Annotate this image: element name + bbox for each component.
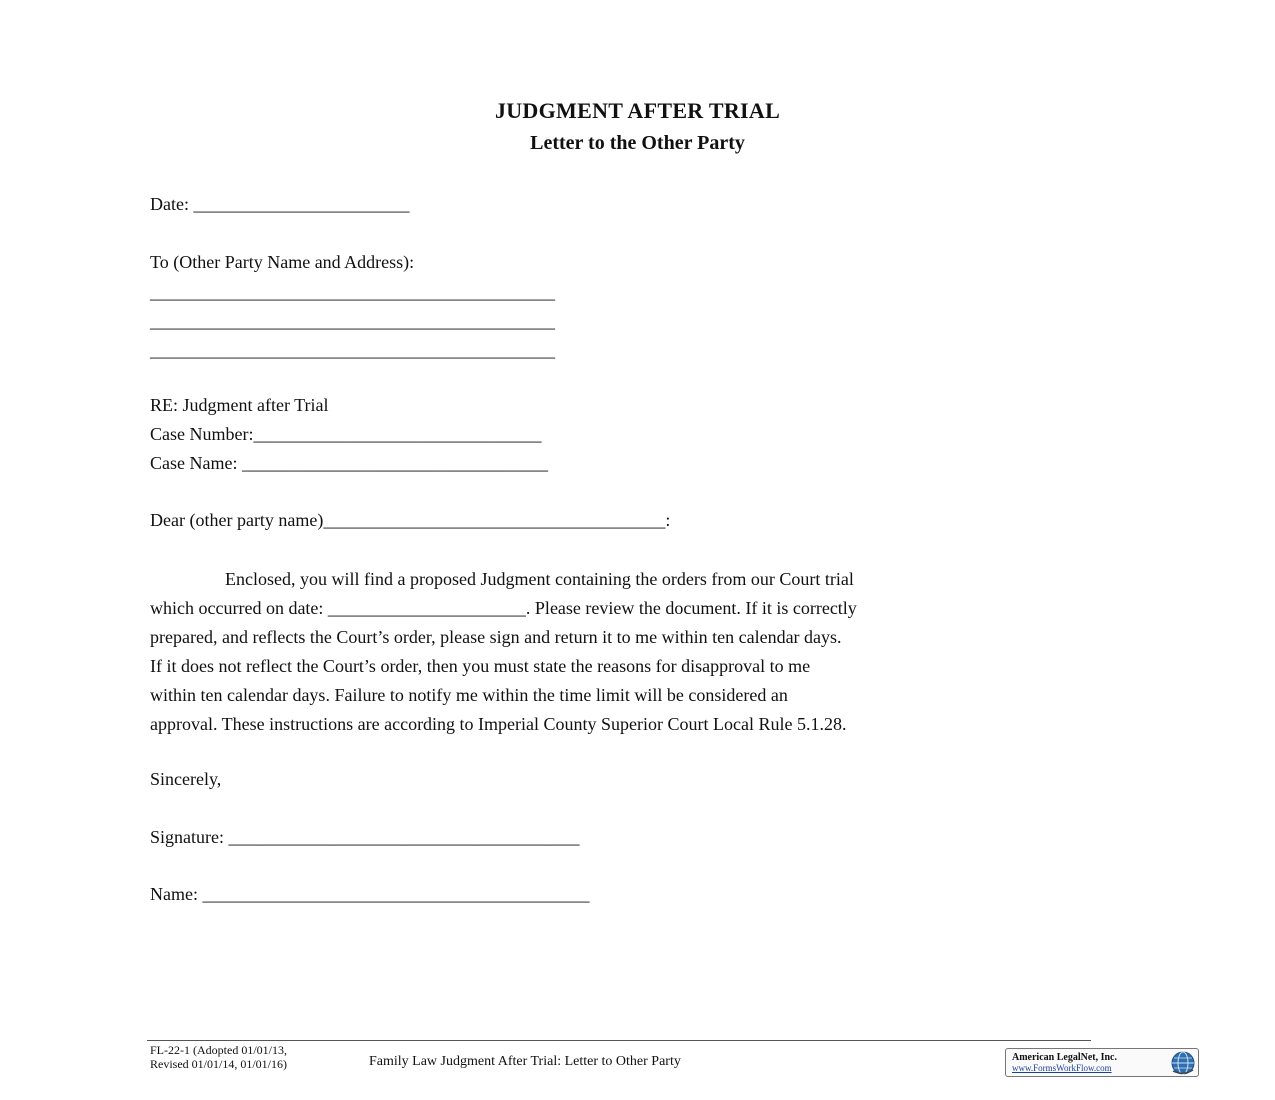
case-name-field: Case Name: __________________________________ bbox=[150, 453, 548, 473]
body-line: within ten calendar days. Failure to notify me within the time limit will be considered an bbox=[150, 685, 788, 705]
re-line: RE: Judgment after Trial bbox=[150, 395, 329, 415]
document-subtitle: Letter to the Other Party bbox=[530, 132, 745, 154]
closing-sincerely: Sincerely, bbox=[150, 769, 222, 789]
american-legalnet-logo bbox=[1005, 1048, 1199, 1077]
letter-body bbox=[150, 565, 1140, 739]
signature-field: Signature: _______________________________________ bbox=[150, 827, 580, 847]
form-revision: Revised 01/01/14, 01/01/16) bbox=[150, 1057, 287, 1071]
logo-company-name: American LegalNet, Inc. bbox=[1012, 1052, 1117, 1063]
date-field: Date: ________________________ bbox=[150, 194, 410, 214]
body-line: If it does not reflect the Court’s order, then you must state the reasons for disapproval to me bbox=[150, 656, 811, 676]
body-line: Enclosed, you will find a proposed Judgment containing the orders from our Court trial bbox=[225, 569, 854, 589]
address-line-1: _____________________________________________ bbox=[150, 282, 555, 302]
address-line-2: _____________________________________________ bbox=[150, 311, 555, 331]
footer-form-title: Family Law Judgment After Trial: Letter to Other Party bbox=[369, 1054, 681, 1069]
globe-icon bbox=[1170, 1050, 1196, 1076]
body-line: which occurred on date: ______________________. Please review the document. If it is correctly bbox=[150, 598, 857, 618]
address-line-3: _____________________________________________ bbox=[150, 340, 555, 360]
footer-divider bbox=[147, 1040, 1091, 1041]
case-number-field: Case Number:________________________________ bbox=[150, 424, 542, 444]
document-title: JUDGMENT AFTER TRIAL bbox=[494, 98, 781, 123]
name-field: Name: ___________________________________________ bbox=[150, 884, 590, 904]
to-label: To (Other Party Name and Address): bbox=[150, 252, 415, 272]
body-line: prepared, and reflects the Court’s order, please sign and return it to me within ten calendar days. bbox=[150, 627, 842, 647]
body-line: approval. These instructions are according to Imperial County Superior Court Local Rule 5.1.28. bbox=[150, 714, 847, 734]
salutation: Dear (other party name)______________________________________: bbox=[150, 510, 671, 530]
form-number: FL-22-1 (Adopted 01/01/13, bbox=[150, 1043, 287, 1057]
logo-website-link[interactable]: www.FormsWorkFlow.com bbox=[1012, 1063, 1112, 1073]
